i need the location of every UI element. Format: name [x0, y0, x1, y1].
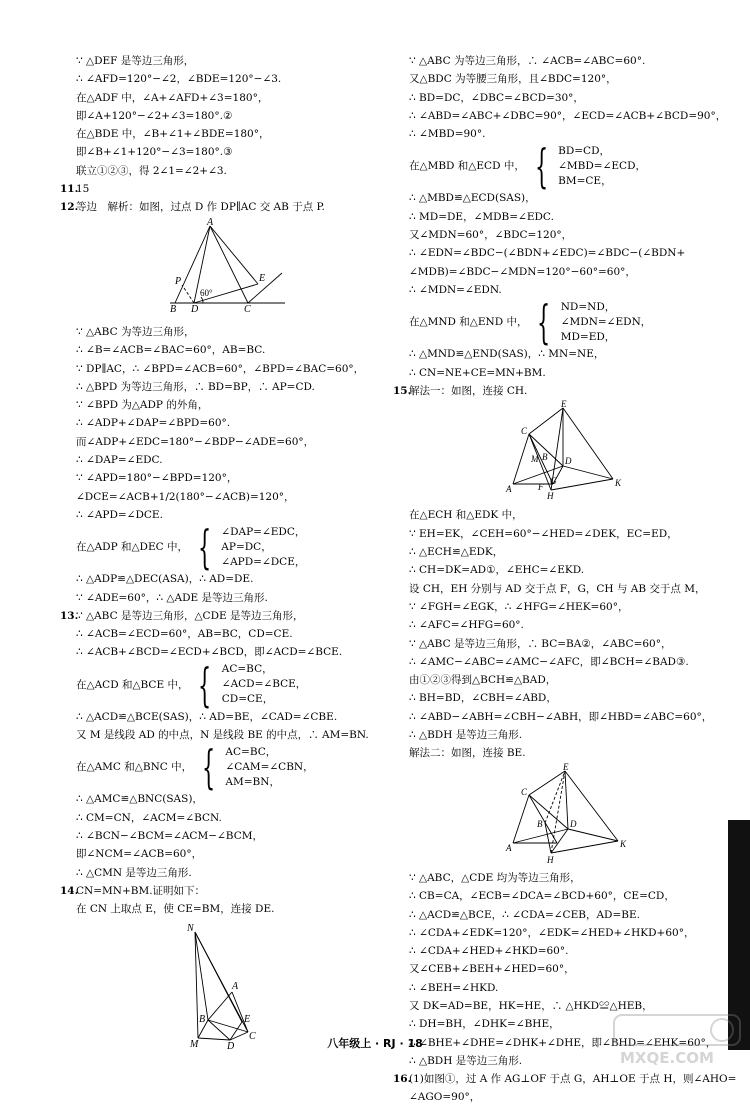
q13-solution-c [60, 790, 380, 881]
solution-line: 即∠A+120°−∠2+∠3=180°.② [76, 109, 233, 122]
solution-line: ∴ △MND≌△END(SAS)，∴ MN=NE， [409, 348, 605, 361]
solution-line: ∴ CN=NE+CE=MN+BM. [409, 366, 546, 379]
solution-line: ∴ CM=CN，∠ACM=∠BCN. [76, 811, 222, 824]
page-footer: 八年级上 · RJ · 18 [327, 1037, 423, 1050]
solution-line: ∴ ∠BEH=∠HKD. [409, 981, 499, 994]
solution-line: ∴ ∠MBD=90°. [409, 128, 486, 141]
fig12-label-D: D [191, 303, 199, 315]
solution-line: 联立①②③，得 2∠1=∠2+∠3. [76, 164, 227, 177]
fig14-label-E: E [244, 1014, 251, 1026]
fig15b-label-C: C [521, 786, 528, 797]
fig14-label-B: B [199, 1014, 206, 1026]
question-14: 14.CN=MN+BM.证明如下： [60, 884, 206, 897]
solution-line: ∴ △BDH 是等边三角形. [409, 729, 523, 742]
q12-equation-system: 在△ADP 和△DEC 中， { ∠DAP=∠EDC， AP=DC， ∠APD=∠DCE， [76, 520, 306, 575]
solution-line: ∵ △ABC，△CDE 均为等边三角形， [409, 871, 581, 884]
system-condition: AC=BC， [221, 663, 273, 676]
question-12: 12.等边 解析：如图，过点 D 作 DP∥AC 交 AB 于点 P. [60, 201, 325, 214]
solution-line: ∵ EH=EK，∠CEH=60°−∠HED=∠DEK，EC=ED， [409, 527, 678, 540]
figure-q12 [60, 216, 380, 315]
solution-line: 在△BDE 中，∠B+∠1+∠BDE=180°， [76, 128, 270, 141]
solution-line: ∵ △DEF 是等边三角形， [76, 55, 195, 67]
fig15b-label-E: E [563, 761, 569, 772]
fig15a-label-M: M [531, 454, 539, 465]
fig14-label-M: M [190, 1039, 199, 1051]
q13-solution-b [60, 708, 380, 745]
fig15b-label-H: H [547, 854, 554, 865]
q12-solution-a [60, 323, 380, 524]
solution-line: ∴ CB=CA，∠ECB=∠DCA=∠BCD+60°，CE=CD， [409, 890, 675, 903]
fig12-label-A: A [207, 216, 214, 228]
system-condition: AP=DC， [221, 540, 272, 553]
solution-continued [60, 52, 380, 180]
solution-line: ∴ ∠CDA+∠HED+∠HKD=60°. [409, 945, 569, 958]
q13-equation-system-2: 在△AMC 和△BNC 中， { AC=BC， ∠CAM=∠CBN， AM=BN， [76, 740, 314, 795]
system-condition: BD=CD， [558, 144, 610, 157]
q16-solution [393, 1088, 723, 1106]
solution-line: ∴ ∠ADP+∠DAP=∠BPD=60°. [76, 417, 231, 430]
solution-line: ∴ BH=BD，∠CBH=∠ABD， [409, 692, 557, 705]
fig14-label-D: D [227, 1041, 235, 1053]
solution-line: 解法二：如图，连接 BE. [409, 747, 526, 760]
solution-line: ∴ △ACD≌△BCE(SAS)，∴ AD=BE，∠CAD=∠CBE. [76, 710, 338, 723]
solution-line: ∴ ∠BHE+∠DHE=∠DHK+∠DHE，即∠BHD=∠EHK=60°， [409, 1036, 717, 1049]
fig15a-label-G: G [550, 476, 557, 487]
solution-line: ∴ MD=DE，∠MDB=∠EDC. [409, 210, 554, 223]
question-11: 11.15 [60, 183, 90, 196]
solution-line: ∴ CH=DK=AD①，∠EHC=∠EKD. [409, 564, 585, 577]
solution-line: ∴ ∠AMC−∠ABC=∠AMC−∠AFC，即∠BCH=∠BAD③. [409, 655, 689, 668]
solution-line: 在 CN 上取点 E，使 CE=BM，连接 DE. [76, 903, 275, 916]
solution-line: ∵ ∠FGH=∠EGK，∴ ∠HFG=∠HEK=60°， [409, 600, 629, 613]
fig15a-label-B: B [542, 452, 548, 463]
solution-line: 设 CH，EH 分别与 AD 交于点 F，G，CH 与 AB 交于点 M， [409, 582, 706, 595]
solution-line: ∴ △ADP≌△DEC(ASA)，∴ AD=DE. [76, 573, 254, 586]
q14-solution-c [393, 189, 723, 299]
solution-line: 由①②③得到△BCH≌△BAD， [409, 674, 557, 687]
solution-line: ∵ ∠BPD 为△ADP 的外角， [76, 399, 209, 412]
solution-line: ∵ ∠APD=180°−∠BPD=120°， [76, 472, 238, 485]
solution-line: 在△ECH 和△EDK 中， [409, 509, 523, 522]
solution-line: 又∠MDN=60°，∠BDC=120°， [409, 229, 573, 242]
system-condition: CD=CE， [221, 693, 274, 706]
solution-line: 又 M 是线段 AD 的中点，N 是线段 BE 的中点，∴ AM=BN. [76, 729, 369, 742]
q14-equation-system-1: 在△MBD 和△ECD 中， { BD=CD， ∠MBD=∠ECD， BM=CE， [409, 139, 647, 194]
q13-solution-a [60, 625, 380, 662]
solution-line: ∠AGO=90°， [409, 1091, 481, 1104]
solution-line: ∠MDB)=∠BDC−∠MDN=120°−60°=60°， [409, 265, 636, 278]
solution-line: ∴ BD=DC，∠DBC=∠BCD=30°， [409, 91, 584, 104]
system-condition: ∠CAM=∠CBN， [225, 760, 314, 773]
system-condition: AC=BC， [225, 745, 277, 758]
watermark-text: MXQE.COM [620, 1049, 714, 1067]
solution-line: ∴ ∠ABD=∠ABC+∠DBC=90°，∠ECD=∠ACB+∠BCD=90°， [409, 109, 727, 122]
left-column [60, 52, 380, 1063]
solution-line: ∠DCE=∠ACB+1/2(180°−∠ACB)=120°， [76, 490, 295, 503]
solution-line: ∴ ∠EDN=∠BDC−(∠BDN+∠EDC)=∠BDC−(∠BDN+ [409, 247, 686, 260]
fig15a-label-E: E [561, 399, 567, 410]
question-15: 15.解法一：如图，连接 CH. [393, 384, 528, 397]
solution-line: 又 DK=AD=BE，HK=HE，∴ △HKD≌△HEB， [409, 999, 653, 1012]
system-condition: ∠ACD=∠BCE， [221, 678, 307, 691]
question-13: 13.∵ △ABC 是等边三角形，△CDE 是等边三角形， [60, 609, 304, 622]
solution-line: ∴ ∠APD=∠DCE. [76, 508, 163, 521]
fig15b-label-D: D [570, 818, 577, 829]
solution-line: ∵ DP∥AC，∴ ∠BPD=∠ACB=60°，∠BPD=∠BAC=60°， [76, 362, 365, 375]
solution-line: ∵ △ABC 为等边三角形，∴ ∠ACB=∠ABC=60°. [409, 55, 646, 67]
solution-line: ∴ △BPD 为等边三角形，∴ BD=BP，∴ AP=CD. [76, 380, 315, 393]
fig15a-label-C: C [521, 426, 528, 437]
solution-line: ∵ △ABC 是等边三角形，∴ BC=BA②，∠ABC=60°， [409, 637, 672, 650]
solution-line: 又△BDC 为等腰三角形，且∠BDC=120°， [409, 73, 617, 86]
fig15b-label-A: A [506, 842, 512, 853]
q15-solution-method-1 [393, 506, 723, 762]
fig15b-label-K: K [620, 838, 627, 849]
system-condition: AM=BN， [225, 775, 280, 788]
solution-line: 而∠ADP+∠EDC=180°−∠BDP−∠ADE=60°， [76, 435, 315, 448]
fig14-label-N: N [187, 923, 194, 935]
system-condition: ∠MDN=∠EDN， [560, 315, 652, 328]
solution-line: ∴ ∠AFD=120°−∠2，∠BDE=120°−∠3. [76, 73, 282, 86]
figure-q15-method-1 [393, 399, 723, 502]
solution-line: ∴ △AMC≌△BNC(SAS)， [76, 793, 203, 806]
solution-line: ∴ ∠B=∠ACB=∠BAC=60°，AB=BC. [76, 344, 266, 357]
solution-line: ∴ ∠MDN=∠EDN. [409, 283, 502, 296]
solution-line: ∴ △MBD≌△ECD(SAS)， [409, 192, 536, 205]
solution-line: ∴ △BDH 是等边三角形. [409, 1054, 523, 1067]
figure-q15-method-2 [393, 761, 723, 865]
solution-line: ∴ ∠ABD−∠ABH=∠CBH−∠ABH，即∠HBD=∠ABC=60°， [409, 710, 713, 723]
q14-equation-system-2: 在△MND 和△END 中， { ND=ND， ∠MDN=∠EDN， MD=ED， [409, 295, 652, 350]
solution-line: ∴ △ACD≌△BCE，∴ ∠CDA=∠CEB，AD=BE. [409, 908, 640, 921]
system-condition: ∠APD=∠DCE， [221, 555, 306, 568]
q14-solution-b [393, 52, 727, 143]
fig15a-label-F: F [538, 482, 544, 493]
figure-q14 [60, 922, 380, 1052]
fig14-label-C: C [249, 1031, 256, 1043]
system-condition: ∠DAP=∠EDC， [221, 525, 306, 538]
fig15a-label-K: K [615, 478, 622, 489]
solution-line: ∴ DH=BH，∠DHK=∠BHE， [409, 1018, 560, 1031]
solution-line: 在△ADF 中，∠A+∠AFD+∠3=180°， [76, 91, 269, 104]
fig12-label-B: B [170, 303, 177, 315]
q14-solution-a [60, 900, 380, 918]
system-condition: ND=ND， [560, 300, 616, 313]
solution-line: 即∠B+∠1+120°−∠3=180°.③ [76, 146, 233, 159]
q14-solution-d [393, 345, 723, 382]
solution-line: ∴ △ECH≌△EDK， [409, 546, 504, 559]
solution-line: ∴ ∠DAP=∠EDC. [76, 454, 163, 467]
solution-line: ∴ ∠ACB+∠BCD=∠ECD+∠BCD，即∠ACD=∠BCE. [76, 646, 343, 659]
fig14-label-A: A [232, 981, 239, 993]
solution-line: ∴ ∠CDA+∠EDK=120°，∠EDK=∠HED+∠HKD+60°， [409, 926, 695, 939]
fig15a-label-A: A [506, 484, 512, 495]
solution-line: ∵ ∠ADE=60°，∴ △ADE 是等边三角形. [76, 591, 268, 604]
fig12-angle-60: 60° [200, 287, 213, 298]
system-condition: BM=CE， [558, 174, 612, 187]
system-condition: MD=ED， [560, 330, 616, 343]
system-condition: ∠MBD=∠ECD， [558, 159, 647, 172]
solution-line: ∴ ∠ACB=∠ECD=60°，AB=BC，CD=CE. [76, 628, 293, 641]
fig12-label-C: C [244, 303, 251, 315]
fig12-label-P: P [175, 275, 182, 287]
solution-line: ∴ ∠BCN−∠BCM=∠ACM−∠BCM， [76, 829, 263, 842]
solution-line: ∴ △CMN 是等边三角形. [76, 866, 192, 879]
fig15a-label-D: D [565, 456, 572, 467]
solution-line: ∴ ∠AFC=∠HFG=60°. [409, 619, 524, 632]
q12-solution-b [60, 570, 380, 607]
solution-line: 又∠CEB+∠BEH+∠HED=60°， [409, 963, 575, 976]
right-column [393, 52, 737, 1107]
question-16: 16.(1)如图①，过 A 作 AG⊥OF 于点 G，AH⊥OE 于点 H，则∠AHO= [393, 1073, 737, 1086]
fig15b-label-B: B [537, 818, 543, 829]
fig12-label-E: E [259, 272, 266, 284]
fig15a-label-H: H [547, 491, 554, 502]
solution-line: 即∠NCM=∠ACB=60°， [76, 848, 203, 861]
q13-equation-system-1: 在△ACD 和△BCE 中， { AC=BC， ∠ACD=∠BCE， CD=CE， [76, 657, 307, 712]
solution-line: ∵ △ABC 为等边三角形， [76, 325, 195, 338]
